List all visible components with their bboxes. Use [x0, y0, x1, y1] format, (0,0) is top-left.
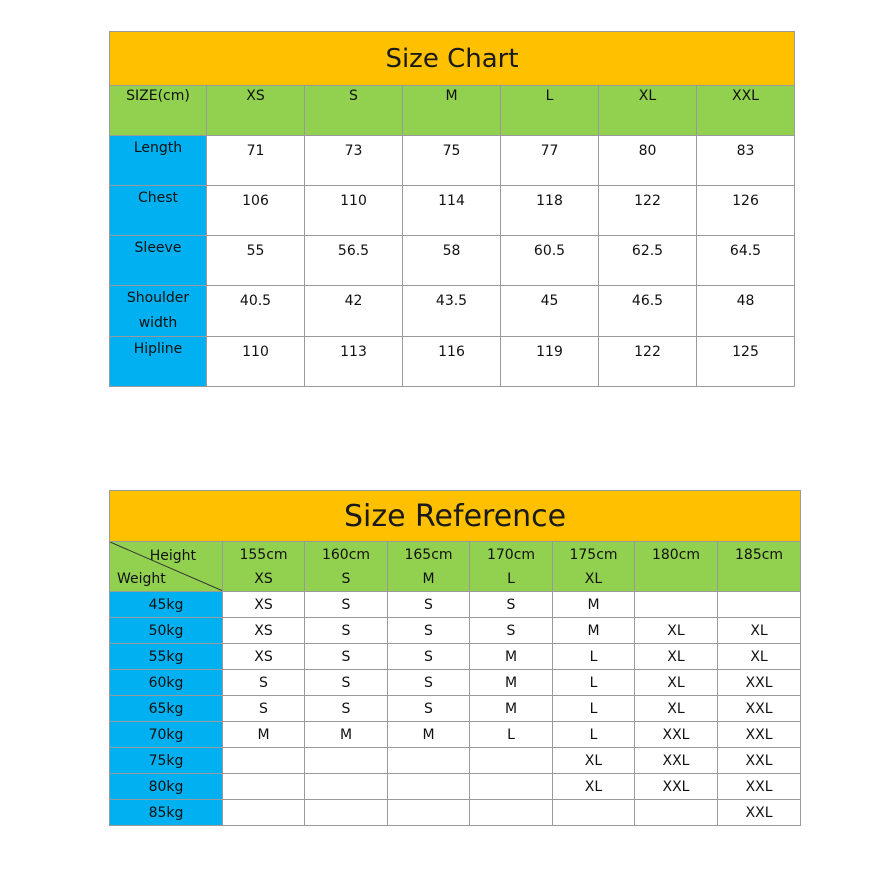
weight-label: 50kg — [110, 618, 223, 644]
recommended-size-cell: XXL — [718, 670, 801, 696]
table-row — [110, 186, 795, 236]
measurement-value: 83 — [697, 136, 795, 186]
measurement-label-text: Hipline — [133, 341, 183, 357]
size-column-header: M — [403, 86, 501, 136]
recommended-size-cell: XXL — [635, 748, 718, 774]
recommended-size-cell — [470, 774, 553, 800]
measurement-label-text: Shoulder — [126, 290, 190, 306]
measurement-value: 75 — [403, 136, 501, 186]
height-value: 160cm — [321, 547, 371, 563]
recommended-size-cell — [305, 748, 388, 774]
height-size: XS — [254, 571, 273, 587]
measurement-value: 58 — [403, 236, 501, 286]
recommended-size-cell — [470, 800, 553, 826]
measurement-value: 64.5 — [697, 236, 795, 286]
recommended-size-cell: S — [305, 592, 388, 618]
recommended-size-cell: XL — [718, 618, 801, 644]
height-column-header — [635, 542, 718, 592]
measurement-label-text: Chest — [137, 190, 179, 206]
measurement-value: 122 — [599, 186, 697, 236]
size-chart-title: Size Chart — [110, 32, 795, 86]
table-row — [110, 136, 795, 186]
size-column-header: S — [305, 86, 403, 136]
recommended-size-cell: XS — [223, 592, 305, 618]
recommended-size-cell: S — [305, 618, 388, 644]
weight-label: 85kg — [110, 800, 223, 826]
recommended-size-cell: XXL — [635, 774, 718, 800]
size-column-header: XXL — [697, 86, 795, 136]
recommended-size-cell — [305, 800, 388, 826]
recommended-size-cell: XL — [635, 618, 718, 644]
measurement-value: 106 — [207, 186, 305, 236]
measurement-label — [110, 337, 207, 387]
weight-label: 45kg — [110, 592, 223, 618]
table-row — [110, 286, 795, 337]
height-value: 180cm — [651, 547, 701, 563]
measurement-label — [110, 236, 207, 286]
size-column-header: L — [501, 86, 599, 136]
height-column-header — [223, 542, 305, 592]
recommended-size-cell: L — [553, 696, 635, 722]
table-row — [110, 670, 801, 696]
height-column-header — [305, 542, 388, 592]
recommended-size-cell: M — [388, 722, 470, 748]
corner-weight-label: Weight — [117, 571, 166, 587]
recommended-size-cell — [553, 800, 635, 826]
measurement-value: 46.5 — [599, 286, 697, 337]
recommended-size-cell: S — [470, 592, 553, 618]
recommended-size-cell: S — [388, 696, 470, 722]
height-value: 175cm — [569, 547, 618, 563]
recommended-size-cell: S — [305, 644, 388, 670]
measurement-value: 110 — [207, 337, 305, 387]
measurement-value: 60.5 — [501, 236, 599, 286]
recommended-size-cell — [635, 800, 718, 826]
recommended-size-cell: M — [470, 696, 553, 722]
recommended-size-cell — [388, 800, 470, 826]
recommended-size-cell: XS — [223, 618, 305, 644]
measurement-value: 55 — [207, 236, 305, 286]
height-weight-corner — [110, 542, 223, 592]
measurement-value: 40.5 — [207, 286, 305, 337]
recommended-size-cell: XXL — [718, 774, 801, 800]
recommended-size-cell — [223, 800, 305, 826]
recommended-size-cell: S — [388, 670, 470, 696]
height-value: 165cm — [404, 547, 453, 563]
recommended-size-cell: XL — [635, 644, 718, 670]
recommended-size-cell: XXL — [635, 722, 718, 748]
recommended-size-cell: L — [553, 644, 635, 670]
measurement-value: 122 — [599, 337, 697, 387]
table-row — [110, 644, 801, 670]
height-size: M — [422, 571, 435, 587]
recommended-size-cell — [388, 774, 470, 800]
table-row — [110, 722, 801, 748]
recommended-size-cell: XL — [635, 696, 718, 722]
height-value: 185cm — [735, 547, 784, 563]
size-chart-table — [109, 31, 795, 387]
measurement-value: 43.5 — [403, 286, 501, 337]
size-column-header: XL — [599, 86, 697, 136]
measurement-label — [110, 286, 207, 337]
recommended-size-cell: M — [553, 592, 635, 618]
recommended-size-cell: M — [470, 644, 553, 670]
recommended-size-cell — [635, 592, 718, 618]
measurement-value: 116 — [403, 337, 501, 387]
recommended-size-cell: XXL — [718, 722, 801, 748]
table-row — [110, 774, 801, 800]
table-row — [110, 696, 801, 722]
recommended-size-cell: M — [305, 722, 388, 748]
measurement-value: 80 — [599, 136, 697, 186]
size-column-header: XS — [207, 86, 305, 136]
measurement-label — [110, 136, 207, 186]
corner-height-label: Height — [149, 548, 196, 564]
recommended-size-cell: XL — [553, 774, 635, 800]
recommended-size-cell: XL — [718, 644, 801, 670]
measurement-label-text: Sleeve — [134, 240, 182, 256]
measurement-label — [110, 186, 207, 236]
height-column-header — [718, 542, 801, 592]
weight-label: 80kg — [110, 774, 223, 800]
recommended-size-cell: S — [223, 696, 305, 722]
table-row — [110, 236, 795, 286]
table-row — [110, 748, 801, 774]
measurement-value: 56.5 — [305, 236, 403, 286]
recommended-size-cell: S — [388, 618, 470, 644]
measurement-value: 48 — [697, 286, 795, 337]
height-size: XL — [584, 571, 603, 587]
height-column-header — [470, 542, 553, 592]
recommended-size-cell — [223, 748, 305, 774]
height-value: 170cm — [486, 547, 536, 563]
recommended-size-cell — [305, 774, 388, 800]
measurement-value: 77 — [501, 136, 599, 186]
weight-label: 75kg — [110, 748, 223, 774]
measurement-value: 62.5 — [599, 236, 697, 286]
recommended-size-cell — [470, 748, 553, 774]
recommended-size-cell: M — [553, 618, 635, 644]
table-row — [110, 337, 795, 387]
recommended-size-cell: S — [388, 644, 470, 670]
recommended-size-cell — [718, 592, 801, 618]
measurement-value: 113 — [305, 337, 403, 387]
recommended-size-cell — [223, 774, 305, 800]
height-column-header — [388, 542, 470, 592]
measurement-value: 45 — [501, 286, 599, 337]
height-size: L — [507, 571, 515, 587]
measurement-label-text: width — [138, 315, 178, 331]
weight-label: 60kg — [110, 670, 223, 696]
recommended-size-cell: L — [553, 670, 635, 696]
measurement-value: 73 — [305, 136, 403, 186]
table-row — [110, 618, 801, 644]
weight-label: 55kg — [110, 644, 223, 670]
measurement-value: 125 — [697, 337, 795, 387]
table-row — [110, 800, 801, 826]
height-column-header — [553, 542, 635, 592]
weight-label: 65kg — [110, 696, 223, 722]
height-value: 155cm — [239, 547, 288, 563]
measurement-label-text: Length — [133, 140, 183, 156]
recommended-size-cell: S — [223, 670, 305, 696]
recommended-size-cell — [388, 748, 470, 774]
size-chart-corner-label: SIZE(cm) — [110, 86, 207, 136]
recommended-size-cell: M — [470, 670, 553, 696]
recommended-size-cell: M — [223, 722, 305, 748]
measurement-value: 71 — [207, 136, 305, 186]
weight-label: 70kg — [110, 722, 223, 748]
measurement-value: 110 — [305, 186, 403, 236]
measurement-value: 126 — [697, 186, 795, 236]
height-size: S — [341, 571, 351, 587]
measurement-value: 42 — [305, 286, 403, 337]
table-row — [110, 592, 801, 618]
recommended-size-cell: S — [388, 592, 470, 618]
recommended-size-cell: XXL — [718, 748, 801, 774]
measurement-value: 119 — [501, 337, 599, 387]
size-reference-table — [109, 490, 801, 826]
recommended-size-cell: XL — [553, 748, 635, 774]
recommended-size-cell: L — [470, 722, 553, 748]
measurement-value: 118 — [501, 186, 599, 236]
recommended-size-cell: XXL — [718, 696, 801, 722]
recommended-size-cell: S — [305, 696, 388, 722]
recommended-size-cell: S — [470, 618, 553, 644]
recommended-size-cell: L — [553, 722, 635, 748]
recommended-size-cell: S — [305, 670, 388, 696]
recommended-size-cell: XS — [223, 644, 305, 670]
size-reference-title: Size Reference — [110, 491, 801, 542]
measurement-value: 114 — [403, 186, 501, 236]
recommended-size-cell: XL — [635, 670, 718, 696]
recommended-size-cell: XXL — [718, 800, 801, 826]
